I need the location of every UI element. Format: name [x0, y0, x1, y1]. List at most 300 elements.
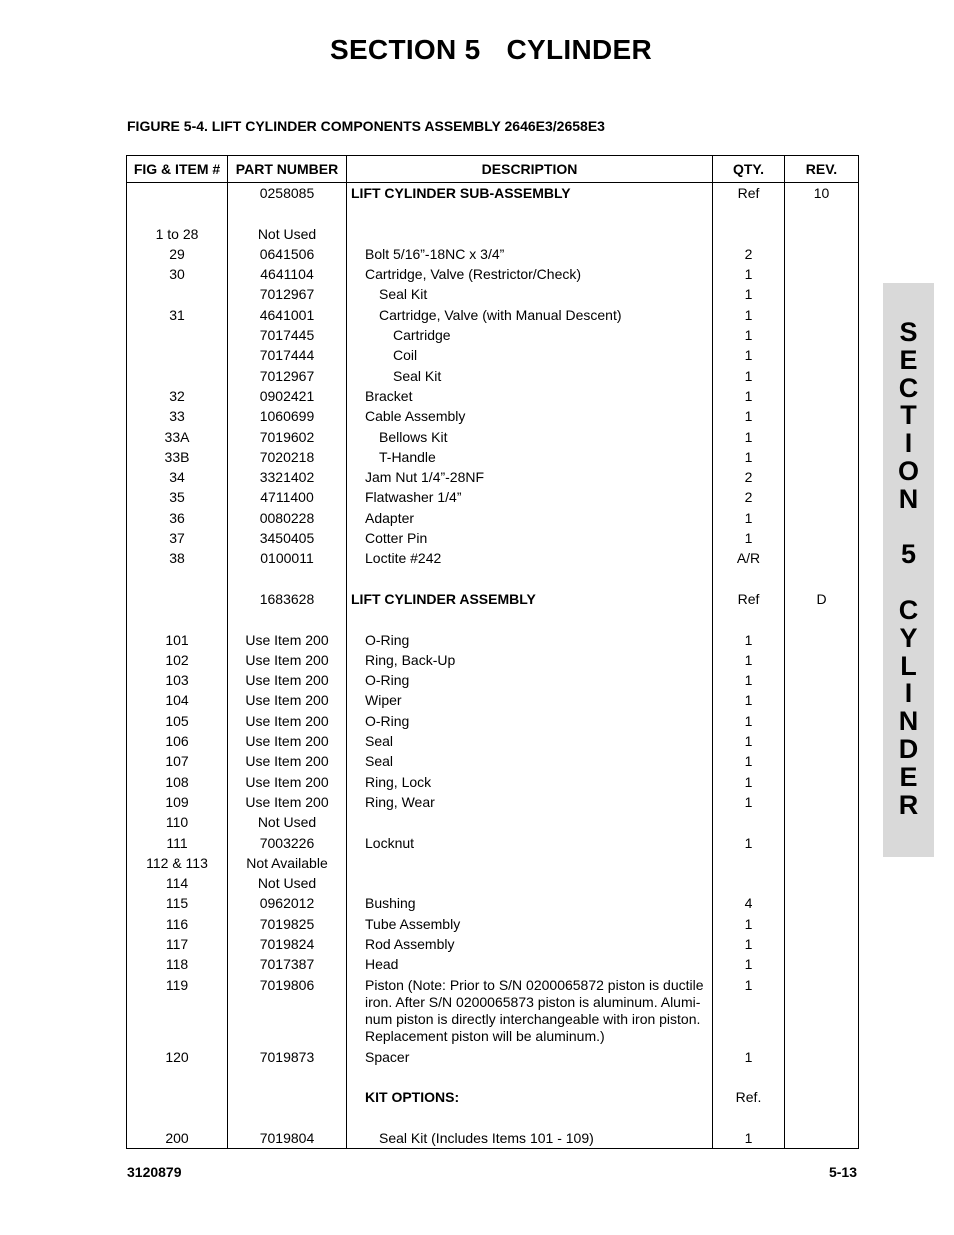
cell-part-number: 4641001	[228, 305, 347, 325]
cell-description: Seal Kit	[347, 366, 713, 386]
cell-description	[347, 203, 713, 223]
cell-qty: Ref.	[713, 1087, 785, 1107]
cell-part-number: 7017445	[228, 325, 347, 345]
cell-part-number	[228, 1107, 347, 1127]
cell-rev	[785, 853, 859, 873]
cell-rev	[785, 670, 859, 690]
table-row	[127, 792, 859, 812]
cell-description	[347, 873, 713, 893]
table-row	[127, 264, 859, 284]
table-row	[127, 508, 859, 528]
parts-table	[126, 155, 859, 1149]
cell-part-number: 7017444	[228, 345, 347, 365]
table-row	[127, 934, 859, 954]
page-title	[0, 34, 954, 66]
cell-qty: 1	[713, 833, 785, 853]
cell-fig-item: 120	[127, 1047, 228, 1067]
cell-part-number: Not Available	[228, 853, 347, 873]
cell-description: Locknut	[347, 833, 713, 853]
cell-qty: 1	[713, 975, 785, 1047]
cell-qty: 2	[713, 487, 785, 507]
table-row	[127, 305, 859, 325]
cell-rev	[785, 731, 859, 751]
cell-part-number: 7012967	[228, 284, 347, 304]
cell-qty: 1	[713, 406, 785, 426]
cell-rev	[785, 467, 859, 487]
cell-description: Adapter	[347, 508, 713, 528]
cell-qty: 1	[713, 690, 785, 710]
cell-rev	[785, 792, 859, 812]
table-header-row	[127, 156, 859, 183]
cell-qty: A/R	[713, 548, 785, 568]
table-row	[127, 1107, 859, 1127]
table-row	[127, 833, 859, 853]
cell-fig-item	[127, 366, 228, 386]
cell-fig-item: 118	[127, 954, 228, 974]
cell-part-number: 7017387	[228, 954, 347, 974]
figure-title: FIGURE 5-4. LIFT CYLINDER COMPONENTS ASSEMBLY 2646E3/2658E3	[127, 118, 605, 134]
table-row	[127, 711, 859, 731]
cell-description: Cartridge	[347, 325, 713, 345]
cell-qty: 1	[713, 1047, 785, 1067]
cell-rev	[785, 711, 859, 731]
cell-rev: 10	[785, 183, 859, 204]
cell-rev	[785, 345, 859, 365]
table-row	[127, 954, 859, 974]
cell-qty	[713, 873, 785, 893]
cell-description: Wiper	[347, 690, 713, 710]
cell-fig-item: 114	[127, 873, 228, 893]
cell-description: Ring, Wear	[347, 792, 713, 812]
cell-fig-item: 31	[127, 305, 228, 325]
cell-fig-item: 101	[127, 630, 228, 650]
cell-fig-item: 112 & 113	[127, 853, 228, 873]
cell-rev	[785, 203, 859, 223]
cell-description: Seal	[347, 731, 713, 751]
cell-qty: 1	[713, 427, 785, 447]
side-tab-letter: N	[898, 483, 919, 514]
cell-rev	[785, 487, 859, 507]
table-row	[127, 690, 859, 710]
table-row	[127, 751, 859, 771]
cell-fig-item	[127, 284, 228, 304]
cell-fig-item: 200	[127, 1128, 228, 1149]
cell-part-number: 1060699	[228, 406, 347, 426]
col-header-qty: QTY.	[713, 156, 785, 183]
section-side-tab	[883, 283, 934, 857]
cell-qty: Ref	[713, 183, 785, 204]
cell-qty: 1	[713, 914, 785, 934]
side-tab-letter: I	[904, 678, 913, 709]
table-row	[127, 650, 859, 670]
cell-fig-item: 111	[127, 833, 228, 853]
table-row	[127, 630, 859, 650]
cell-fig-item: 109	[127, 792, 228, 812]
cell-rev	[785, 427, 859, 447]
col-header-rev: REV.	[785, 156, 859, 183]
table-row	[127, 366, 859, 386]
table-row	[127, 1128, 859, 1149]
cell-description: Bolt 5/16”-18NC x 3/4”	[347, 244, 713, 264]
cell-rev	[785, 1087, 859, 1107]
side-tab-letter: L	[900, 650, 917, 681]
cell-part-number: 7019825	[228, 914, 347, 934]
table-row	[127, 467, 859, 487]
cell-qty: 1	[713, 386, 785, 406]
cell-fig-item: 33B	[127, 447, 228, 467]
cell-description	[347, 224, 713, 244]
cell-fig-item: 32	[127, 386, 228, 406]
table-row	[127, 183, 859, 204]
cell-fig-item: 107	[127, 751, 228, 771]
cell-rev	[785, 690, 859, 710]
cell-part-number: 4711400	[228, 487, 347, 507]
side-tab-letter: R	[898, 789, 919, 820]
cell-fig-item	[127, 1107, 228, 1127]
cell-description	[347, 853, 713, 873]
side-tab-letter: E	[899, 344, 918, 375]
cell-part-number: 1683628	[228, 589, 347, 609]
cell-qty: 1	[713, 751, 785, 771]
cell-description	[347, 1107, 713, 1127]
cell-qty	[713, 224, 785, 244]
cell-fig-item: 33A	[127, 427, 228, 447]
cell-fig-item: 38	[127, 548, 228, 568]
cell-rev	[785, 264, 859, 284]
cell-fig-item: 104	[127, 690, 228, 710]
cell-part-number: Use Item 200	[228, 731, 347, 751]
side-tab-letter: N	[898, 706, 919, 737]
table-row	[127, 406, 859, 426]
table-row	[127, 1067, 859, 1087]
cell-part-number: 7019602	[228, 427, 347, 447]
cell-description: O-Ring	[347, 711, 713, 731]
cell-qty: 1	[713, 731, 785, 751]
table-row	[127, 853, 859, 873]
cell-fig-item: 119	[127, 975, 228, 1047]
cell-fig-item: 33	[127, 406, 228, 426]
section-label: SECTION 5	[329, 34, 481, 65]
cell-rev	[785, 406, 859, 426]
cell-rev	[785, 224, 859, 244]
table-row	[127, 284, 859, 304]
cell-rev	[785, 325, 859, 345]
cell-rev	[785, 569, 859, 589]
cell-part-number: 7019804	[228, 1128, 347, 1149]
cell-part-number: Use Item 200	[228, 630, 347, 650]
col-header-description: DESCRIPTION	[347, 156, 713, 183]
cell-qty: 4	[713, 893, 785, 913]
table-row	[127, 447, 859, 467]
cell-part-number: 7003226	[228, 833, 347, 853]
cell-part-number: 4641104	[228, 264, 347, 284]
table-row	[127, 1087, 859, 1107]
cell-qty	[713, 853, 785, 873]
cell-description	[347, 569, 713, 589]
cell-description: Loctite #242	[347, 548, 713, 568]
cell-description: Jam Nut 1/4”-28NF	[347, 467, 713, 487]
cell-part-number	[228, 569, 347, 589]
cell-qty	[713, 609, 785, 629]
cell-rev	[785, 954, 859, 974]
cell-fig-item	[127, 609, 228, 629]
side-tab-letter: S	[899, 317, 918, 347]
cell-part-number: 3321402	[228, 467, 347, 487]
cell-qty: 1	[713, 264, 785, 284]
table-row	[127, 1047, 859, 1067]
cell-qty: 2	[713, 244, 785, 264]
cell-qty: 1	[713, 772, 785, 792]
cell-rev	[785, 548, 859, 568]
side-tab-letter: O	[897, 455, 919, 486]
cell-fig-item	[127, 589, 228, 609]
cell-fig-item: 102	[127, 650, 228, 670]
table-row	[127, 609, 859, 629]
cell-rev	[785, 914, 859, 934]
cell-rev	[785, 305, 859, 325]
cell-part-number: 0100011	[228, 548, 347, 568]
cell-fig-item: 37	[127, 528, 228, 548]
cell-fig-item: 116	[127, 914, 228, 934]
table-row	[127, 670, 859, 690]
cell-rev	[785, 447, 859, 467]
cell-rev	[785, 772, 859, 792]
table-row	[127, 548, 859, 568]
table-row	[127, 427, 859, 447]
cell-qty: 1	[713, 711, 785, 731]
cell-description: Piston (Note: Prior to S/N 0200065872 piston is ductile iron. After S/N 0200065873 piston is aluminum. Alumi-num piston is directly interchangeable with iron piston. Replacement piston will be aluminum.)	[347, 975, 713, 1047]
cell-fig-item: 29	[127, 244, 228, 264]
cell-description: Ring, Lock	[347, 772, 713, 792]
cell-qty	[713, 1107, 785, 1127]
cell-description: Seal Kit (Includes Items 101 - 109)	[347, 1128, 713, 1149]
cell-description: LIFT CYLINDER ASSEMBLY	[347, 589, 713, 609]
cell-rev	[785, 366, 859, 386]
cell-description: Coil	[347, 345, 713, 365]
cell-part-number: Use Item 200	[228, 792, 347, 812]
cell-fig-item: 103	[127, 670, 228, 690]
cell-qty	[713, 203, 785, 223]
table-row	[127, 893, 859, 913]
table-row	[127, 589, 859, 609]
cell-qty: 1	[713, 792, 785, 812]
table-row	[127, 772, 859, 792]
cell-description: Head	[347, 954, 713, 974]
side-tab-letter: 5	[900, 539, 917, 570]
cell-part-number	[228, 203, 347, 223]
cell-rev	[785, 1067, 859, 1087]
col-header-part: PART NUMBER	[228, 156, 347, 183]
cell-qty: 2	[713, 467, 785, 487]
cell-part-number: Use Item 200	[228, 670, 347, 690]
cell-rev	[785, 1128, 859, 1149]
cell-fig-item: 117	[127, 934, 228, 954]
cell-qty: 1	[713, 305, 785, 325]
cell-part-number: Use Item 200	[228, 772, 347, 792]
cell-rev	[785, 833, 859, 853]
cell-part-number: 7019873	[228, 1047, 347, 1067]
cell-description: Bracket	[347, 386, 713, 406]
cell-part-number: 0902421	[228, 386, 347, 406]
cell-qty: 1	[713, 284, 785, 304]
cell-fig-item: 106	[127, 731, 228, 751]
cell-fig-item: 34	[127, 467, 228, 487]
cell-rev	[785, 975, 859, 1047]
cell-rev	[785, 1107, 859, 1127]
cell-qty: 1	[713, 954, 785, 974]
cell-rev	[785, 873, 859, 893]
cell-part-number	[228, 1067, 347, 1087]
table-row	[127, 487, 859, 507]
document-number: 3120879	[127, 1164, 182, 1180]
cell-description: Spacer	[347, 1047, 713, 1067]
side-tab-letter: Y	[899, 622, 918, 653]
col-header-fig: FIG & ITEM #	[127, 156, 228, 183]
cell-part-number	[228, 609, 347, 629]
cell-rev	[785, 244, 859, 264]
cell-description: Bellows Kit	[347, 427, 713, 447]
cell-qty: Ref	[713, 589, 785, 609]
cell-part-number: 7019806	[228, 975, 347, 1047]
cell-fig-item: 35	[127, 487, 228, 507]
cell-rev	[785, 751, 859, 771]
cell-fig-item	[127, 203, 228, 223]
cell-part-number: Not Used	[228, 873, 347, 893]
table-row	[127, 731, 859, 751]
cell-qty: 1	[713, 528, 785, 548]
cell-part-number: 3450405	[228, 528, 347, 548]
cell-part-number	[228, 1087, 347, 1107]
cell-part-number: 0962012	[228, 893, 347, 913]
cell-description: Bushing	[347, 893, 713, 913]
cell-rev	[785, 934, 859, 954]
cell-part-number: Use Item 200	[228, 711, 347, 731]
cell-description: Ring, Back-Up	[347, 650, 713, 670]
cell-fig-item	[127, 1067, 228, 1087]
table-row	[127, 569, 859, 589]
cell-rev	[785, 650, 859, 670]
side-tab-letter: E	[899, 761, 918, 792]
cell-rev	[785, 528, 859, 548]
cell-qty	[713, 1067, 785, 1087]
cell-description: O-Ring	[347, 630, 713, 650]
table-row	[127, 873, 859, 893]
table-row	[127, 345, 859, 365]
cell-fig-item	[127, 569, 228, 589]
cell-rev	[785, 609, 859, 629]
cell-part-number: 7012967	[228, 366, 347, 386]
cell-description: Flatwasher 1/4”	[347, 487, 713, 507]
chapter-label: CYLINDER	[506, 34, 653, 65]
cell-fig-item	[127, 345, 228, 365]
cell-rev: D	[785, 589, 859, 609]
table-row	[127, 386, 859, 406]
page-number: 5-13	[828, 1164, 857, 1180]
side-tab-letter: C	[898, 594, 919, 625]
table-row	[127, 203, 859, 223]
cell-qty: 1	[713, 447, 785, 467]
cell-rev	[785, 386, 859, 406]
table-row	[127, 224, 859, 244]
table-row	[127, 812, 859, 832]
cell-fig-item: 36	[127, 508, 228, 528]
cell-description	[347, 609, 713, 629]
table-row	[127, 528, 859, 548]
cell-qty: 1	[713, 630, 785, 650]
side-tab-letter: D	[898, 733, 919, 764]
side-tab-letter	[883, 514, 934, 542]
cell-description	[347, 812, 713, 832]
cell-description: T-Handle	[347, 447, 713, 467]
cell-description: Seal	[347, 751, 713, 771]
side-tab-letter: C	[898, 372, 919, 403]
side-tab-letter: I	[904, 428, 913, 459]
cell-qty: 1	[713, 508, 785, 528]
cell-qty: 1	[713, 1128, 785, 1149]
cell-description: Cartridge, Valve (with Manual Descent)	[347, 305, 713, 325]
cell-qty	[713, 812, 785, 832]
cell-fig-item: 115	[127, 893, 228, 913]
side-tab-letter: T	[900, 400, 917, 431]
table-row	[127, 914, 859, 934]
cell-part-number: Use Item 200	[228, 650, 347, 670]
cell-fig-item: 110	[127, 812, 228, 832]
cell-rev	[785, 893, 859, 913]
cell-fig-item: 1 to 28	[127, 224, 228, 244]
cell-qty: 1	[713, 670, 785, 690]
cell-qty: 1	[713, 325, 785, 345]
cell-rev	[785, 1047, 859, 1067]
cell-qty	[713, 569, 785, 589]
cell-rev	[785, 508, 859, 528]
cell-description: Rod Assembly	[347, 934, 713, 954]
cell-rev	[785, 812, 859, 832]
table-body	[127, 183, 859, 1149]
cell-fig-item	[127, 1087, 228, 1107]
cell-qty: 1	[713, 366, 785, 386]
cell-part-number: Not Used	[228, 224, 347, 244]
cell-description: O-Ring	[347, 670, 713, 690]
cell-rev	[785, 284, 859, 304]
cell-description: KIT OPTIONS:	[347, 1087, 713, 1107]
cell-description: Cartridge, Valve (Restrictor/Check)	[347, 264, 713, 284]
cell-part-number: 7020218	[228, 447, 347, 467]
cell-description	[347, 1067, 713, 1087]
cell-qty: 1	[713, 650, 785, 670]
cell-description: Cable Assembly	[347, 406, 713, 426]
cell-qty: 1	[713, 934, 785, 954]
cell-description: LIFT CYLINDER SUB-ASSEMBLY	[347, 183, 713, 204]
cell-part-number: 0641506	[228, 244, 347, 264]
cell-description: Seal Kit	[347, 284, 713, 304]
cell-fig-item: 30	[127, 264, 228, 284]
cell-part-number: Not Used	[228, 812, 347, 832]
cell-part-number: 0080228	[228, 508, 347, 528]
cell-description: Cotter Pin	[347, 528, 713, 548]
cell-description: Tube Assembly	[347, 914, 713, 934]
cell-fig-item	[127, 325, 228, 345]
cell-part-number: Use Item 200	[228, 690, 347, 710]
table-row	[127, 325, 859, 345]
side-tab-letter	[883, 569, 934, 597]
cell-part-number: Use Item 200	[228, 751, 347, 771]
cell-qty: 1	[713, 345, 785, 365]
table-row	[127, 244, 859, 264]
table-row	[127, 975, 859, 1047]
cell-fig-item	[127, 183, 228, 204]
cell-part-number: 7019824	[228, 934, 347, 954]
cell-rev	[785, 630, 859, 650]
